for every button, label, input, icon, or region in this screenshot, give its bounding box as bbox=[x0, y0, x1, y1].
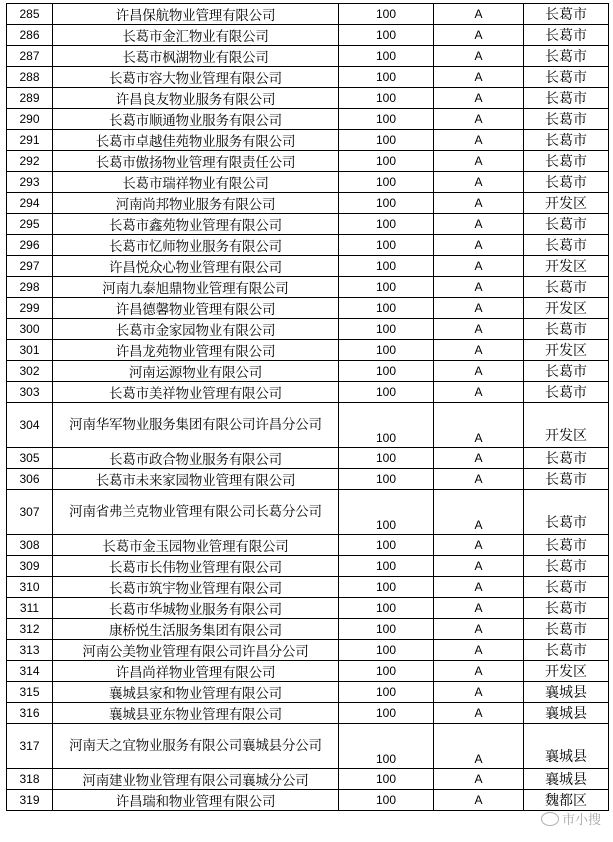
cell-grade: A bbox=[434, 535, 524, 556]
cell-name: 河南公美物业管理有限公司许昌分公司 bbox=[53, 640, 339, 661]
cell-area: 长葛市 bbox=[524, 640, 609, 661]
cell-name: 长葛市政合物业服务有限公司 bbox=[53, 448, 339, 469]
cell-no: 319 bbox=[7, 790, 53, 811]
cell-grade: A bbox=[434, 682, 524, 703]
cell-area: 长葛市 bbox=[524, 214, 609, 235]
cell-score: 100 bbox=[339, 130, 434, 151]
cell-name: 许昌瑞和物业管理有限公司 bbox=[53, 790, 339, 811]
cell-score: 100 bbox=[339, 4, 434, 25]
table-row bbox=[7, 490, 609, 535]
table-row bbox=[7, 640, 609, 661]
table-row bbox=[7, 769, 609, 790]
cell-no: 308 bbox=[7, 535, 53, 556]
table-row bbox=[7, 448, 609, 469]
wechat-icon bbox=[541, 812, 559, 826]
cell-grade: A bbox=[434, 598, 524, 619]
cell-area: 开发区 bbox=[524, 340, 609, 361]
cell-grade: A bbox=[434, 577, 524, 598]
cell-name: 河南建业物业管理有限公司襄城分公司 bbox=[53, 769, 339, 790]
cell-area: 长葛市 bbox=[524, 490, 609, 535]
cell-grade: A bbox=[434, 151, 524, 172]
cell-name: 长葛市美祥物业管理有限公司 bbox=[53, 382, 339, 403]
table-row bbox=[7, 556, 609, 577]
cell-grade: A bbox=[434, 724, 524, 769]
cell-area: 长葛市 bbox=[524, 598, 609, 619]
cell-grade: A bbox=[434, 88, 524, 109]
table-row bbox=[7, 403, 609, 448]
table-row bbox=[7, 214, 609, 235]
cell-score: 100 bbox=[339, 703, 434, 724]
table-row bbox=[7, 724, 609, 769]
cell-no: 310 bbox=[7, 577, 53, 598]
table-body bbox=[7, 4, 609, 811]
table-row bbox=[7, 535, 609, 556]
cell-score: 100 bbox=[339, 277, 434, 298]
cell-name: 长葛市鑫苑物业管理有限公司 bbox=[53, 214, 339, 235]
cell-score: 100 bbox=[339, 661, 434, 682]
cell-area: 长葛市 bbox=[524, 535, 609, 556]
cell-grade: A bbox=[434, 340, 524, 361]
cell-grade: A bbox=[434, 703, 524, 724]
cell-area: 长葛市 bbox=[524, 46, 609, 67]
cell-area: 长葛市 bbox=[524, 67, 609, 88]
cell-area: 襄城县 bbox=[524, 703, 609, 724]
table-row bbox=[7, 88, 609, 109]
cell-grade: A bbox=[434, 193, 524, 214]
cell-name: 河南省弗兰克物业管理有限公司长葛分公司 bbox=[53, 490, 339, 535]
cell-no: 299 bbox=[7, 298, 53, 319]
cell-score: 100 bbox=[339, 88, 434, 109]
cell-score: 100 bbox=[339, 403, 434, 448]
cell-score: 100 bbox=[339, 382, 434, 403]
cell-name: 长葛市忆师物业服务有限公司 bbox=[53, 235, 339, 256]
cell-no: 307 bbox=[7, 490, 53, 535]
cell-grade: A bbox=[434, 319, 524, 340]
table-row bbox=[7, 130, 609, 151]
cell-grade: A bbox=[434, 277, 524, 298]
cell-name: 长葛市傲扬物业管理有限责任公司 bbox=[53, 151, 339, 172]
cell-name: 许昌德馨物业管理有限公司 bbox=[53, 298, 339, 319]
cell-name: 长葛市容大物业管理有限公司 bbox=[53, 67, 339, 88]
cell-no: 313 bbox=[7, 640, 53, 661]
table-row bbox=[7, 193, 609, 214]
cell-grade: A bbox=[434, 172, 524, 193]
cell-grade: A bbox=[434, 661, 524, 682]
cell-area: 魏都区 bbox=[524, 790, 609, 811]
cell-no: 288 bbox=[7, 67, 53, 88]
cell-score: 100 bbox=[339, 193, 434, 214]
cell-no: 303 bbox=[7, 382, 53, 403]
table-row bbox=[7, 340, 609, 361]
cell-name: 河南天之宜物业服务有限公司襄城县分公司 bbox=[53, 724, 339, 769]
cell-name: 长葛市长伟物业管理有限公司 bbox=[53, 556, 339, 577]
cell-score: 100 bbox=[339, 109, 434, 130]
cell-area: 开发区 bbox=[524, 403, 609, 448]
cell-grade: A bbox=[434, 448, 524, 469]
cell-no: 292 bbox=[7, 151, 53, 172]
cell-area: 开发区 bbox=[524, 193, 609, 214]
cell-grade: A bbox=[434, 556, 524, 577]
cell-name: 长葛市金汇物业有限公司 bbox=[53, 25, 339, 46]
cell-score: 100 bbox=[339, 640, 434, 661]
cell-score: 100 bbox=[339, 448, 434, 469]
cell-area: 长葛市 bbox=[524, 4, 609, 25]
cell-area: 长葛市 bbox=[524, 469, 609, 490]
table-row bbox=[7, 256, 609, 277]
cell-area: 襄城县 bbox=[524, 682, 609, 703]
cell-no: 294 bbox=[7, 193, 53, 214]
cell-grade: A bbox=[434, 25, 524, 46]
cell-grade: A bbox=[434, 109, 524, 130]
cell-area: 长葛市 bbox=[524, 277, 609, 298]
cell-name: 河南九泰旭鼎物业管理有限公司 bbox=[53, 277, 339, 298]
cell-area: 长葛市 bbox=[524, 88, 609, 109]
cell-area: 长葛市 bbox=[524, 130, 609, 151]
cell-no: 297 bbox=[7, 256, 53, 277]
cell-name: 襄城县家和物业管理有限公司 bbox=[53, 682, 339, 703]
cell-name: 河南运源物业有限公司 bbox=[53, 361, 339, 382]
cell-grade: A bbox=[434, 640, 524, 661]
cell-grade: A bbox=[434, 235, 524, 256]
cell-name: 河南尚邦物业服务有限公司 bbox=[53, 193, 339, 214]
cell-score: 100 bbox=[339, 340, 434, 361]
cell-score: 100 bbox=[339, 172, 434, 193]
cell-area: 长葛市 bbox=[524, 319, 609, 340]
cell-name: 长葛市枫湖物业有限公司 bbox=[53, 46, 339, 67]
cell-name: 许昌龙苑物业管理有限公司 bbox=[53, 340, 339, 361]
cell-no: 318 bbox=[7, 769, 53, 790]
cell-no: 285 bbox=[7, 4, 53, 25]
cell-no: 316 bbox=[7, 703, 53, 724]
cell-grade: A bbox=[434, 46, 524, 67]
cell-score: 100 bbox=[339, 535, 434, 556]
cell-no: 298 bbox=[7, 277, 53, 298]
cell-score: 100 bbox=[339, 256, 434, 277]
cell-area: 长葛市 bbox=[524, 448, 609, 469]
table-row bbox=[7, 151, 609, 172]
cell-grade: A bbox=[434, 382, 524, 403]
table-row bbox=[7, 682, 609, 703]
table-row bbox=[7, 790, 609, 811]
cell-area: 长葛市 bbox=[524, 361, 609, 382]
table-row bbox=[7, 4, 609, 25]
cell-area: 长葛市 bbox=[524, 556, 609, 577]
cell-score: 100 bbox=[339, 724, 434, 769]
cell-name: 长葛市金家园物业有限公司 bbox=[53, 319, 339, 340]
cell-no: 314 bbox=[7, 661, 53, 682]
cell-grade: A bbox=[434, 130, 524, 151]
cell-grade: A bbox=[434, 490, 524, 535]
cell-grade: A bbox=[434, 469, 524, 490]
cell-score: 100 bbox=[339, 151, 434, 172]
table-row bbox=[7, 598, 609, 619]
cell-area: 襄城县 bbox=[524, 724, 609, 769]
cell-score: 100 bbox=[339, 769, 434, 790]
cell-name: 许昌悦众心物业管理有限公司 bbox=[53, 256, 339, 277]
cell-grade: A bbox=[434, 403, 524, 448]
cell-no: 287 bbox=[7, 46, 53, 67]
cell-no: 295 bbox=[7, 214, 53, 235]
table-row bbox=[7, 235, 609, 256]
cell-score: 100 bbox=[339, 214, 434, 235]
cell-score: 100 bbox=[339, 577, 434, 598]
table-row bbox=[7, 319, 609, 340]
cell-no: 300 bbox=[7, 319, 53, 340]
cell-name: 河南华军物业服务集团有限公司许昌分公司 bbox=[53, 403, 339, 448]
watermark-text: 市小搜 bbox=[561, 813, 601, 828]
cell-name: 长葛市瑞祥物业有限公司 bbox=[53, 172, 339, 193]
cell-area: 长葛市 bbox=[524, 172, 609, 193]
cell-score: 100 bbox=[339, 490, 434, 535]
cell-score: 100 bbox=[339, 25, 434, 46]
cell-name: 长葛市顺通物业服务有限公司 bbox=[53, 109, 339, 130]
cell-name: 长葛市金玉园物业管理有限公司 bbox=[53, 535, 339, 556]
table-row bbox=[7, 109, 609, 130]
cell-score: 100 bbox=[339, 67, 434, 88]
cell-no: 296 bbox=[7, 235, 53, 256]
table-row bbox=[7, 25, 609, 46]
cell-score: 100 bbox=[339, 682, 434, 703]
cell-name: 许昌良友物业服务有限公司 bbox=[53, 88, 339, 109]
cell-area: 长葛市 bbox=[524, 235, 609, 256]
cell-score: 100 bbox=[339, 361, 434, 382]
cell-no: 305 bbox=[7, 448, 53, 469]
cell-score: 100 bbox=[339, 46, 434, 67]
cell-no: 301 bbox=[7, 340, 53, 361]
cell-score: 100 bbox=[339, 619, 434, 640]
cell-name: 许昌保航物业管理有限公司 bbox=[53, 4, 339, 25]
cell-no: 306 bbox=[7, 469, 53, 490]
table-row bbox=[7, 361, 609, 382]
cell-no: 291 bbox=[7, 130, 53, 151]
company-rating-table bbox=[6, 3, 609, 811]
table-row bbox=[7, 577, 609, 598]
cell-area: 长葛市 bbox=[524, 151, 609, 172]
table-row bbox=[7, 661, 609, 682]
cell-area: 长葛市 bbox=[524, 382, 609, 403]
cell-no: 293 bbox=[7, 172, 53, 193]
cell-name: 康桥悦生活服务集团有限公司 bbox=[53, 619, 339, 640]
cell-no: 304 bbox=[7, 403, 53, 448]
cell-score: 100 bbox=[339, 790, 434, 811]
cell-score: 100 bbox=[339, 598, 434, 619]
cell-no: 312 bbox=[7, 619, 53, 640]
cell-area: 开发区 bbox=[524, 661, 609, 682]
cell-area: 长葛市 bbox=[524, 577, 609, 598]
cell-score: 100 bbox=[339, 298, 434, 319]
cell-area: 长葛市 bbox=[524, 109, 609, 130]
table-row bbox=[7, 382, 609, 403]
cell-score: 100 bbox=[339, 319, 434, 340]
cell-area: 长葛市 bbox=[524, 25, 609, 46]
table-row bbox=[7, 46, 609, 67]
cell-name: 长葛市华城物业服务有限公司 bbox=[53, 598, 339, 619]
cell-name: 长葛市筑宇物业管理有限公司 bbox=[53, 577, 339, 598]
cell-grade: A bbox=[434, 67, 524, 88]
cell-grade: A bbox=[434, 790, 524, 811]
cell-grade: A bbox=[434, 769, 524, 790]
table-row bbox=[7, 619, 609, 640]
table-row bbox=[7, 703, 609, 724]
cell-grade: A bbox=[434, 214, 524, 235]
cell-score: 100 bbox=[339, 556, 434, 577]
table-row bbox=[7, 277, 609, 298]
cell-grade: A bbox=[434, 4, 524, 25]
cell-area: 开发区 bbox=[524, 298, 609, 319]
cell-no: 290 bbox=[7, 109, 53, 130]
cell-no: 289 bbox=[7, 88, 53, 109]
cell-no: 315 bbox=[7, 682, 53, 703]
cell-name: 长葛市未来家园物业管理有限公司 bbox=[53, 469, 339, 490]
cell-no: 309 bbox=[7, 556, 53, 577]
cell-grade: A bbox=[434, 256, 524, 277]
cell-grade: A bbox=[434, 361, 524, 382]
cell-no: 311 bbox=[7, 598, 53, 619]
cell-area: 开发区 bbox=[524, 256, 609, 277]
cell-grade: A bbox=[434, 298, 524, 319]
cell-area: 长葛市 bbox=[524, 619, 609, 640]
table-row bbox=[7, 67, 609, 88]
table-row bbox=[7, 172, 609, 193]
table-row bbox=[7, 298, 609, 319]
cell-no: 317 bbox=[7, 724, 53, 769]
cell-name: 长葛市卓越佳苑物业服务有限公司 bbox=[53, 130, 339, 151]
cell-name: 襄城县亚东物业管理有限公司 bbox=[53, 703, 339, 724]
cell-score: 100 bbox=[339, 235, 434, 256]
cell-name: 许昌尚祥物业管理有限公司 bbox=[53, 661, 339, 682]
watermark bbox=[541, 809, 601, 828]
cell-area: 襄城县 bbox=[524, 769, 609, 790]
cell-no: 302 bbox=[7, 361, 53, 382]
table-row bbox=[7, 469, 609, 490]
cell-score: 100 bbox=[339, 469, 434, 490]
cell-grade: A bbox=[434, 619, 524, 640]
cell-no: 286 bbox=[7, 25, 53, 46]
